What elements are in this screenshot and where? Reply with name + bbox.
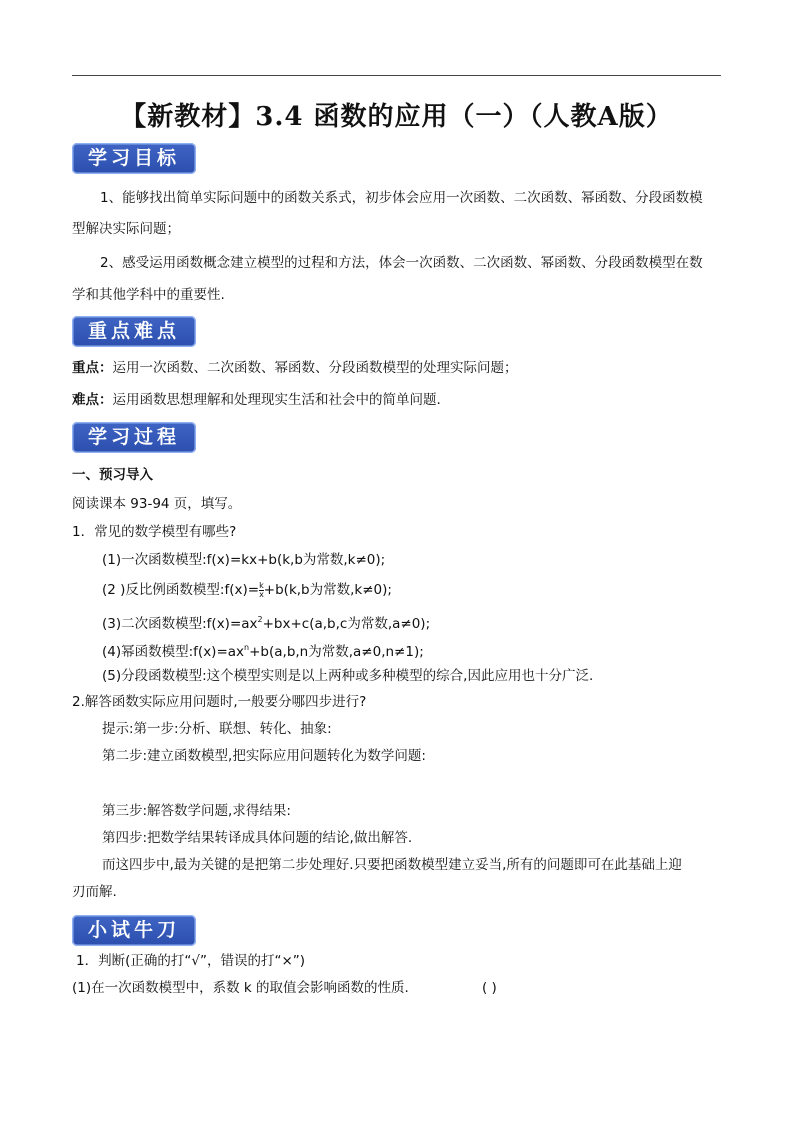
question-1: 1．常见的数学模型有哪些?	[72, 524, 237, 540]
goal-line: 1、能够找出简单实际问题中的函数关系式，初步体会应用一次函数、二次函数、幂函数、分段函数模	[100, 190, 703, 206]
key-label: 重点：	[72, 360, 113, 376]
step-3: 第三步:解答数学问题,求得结果:	[102, 803, 291, 819]
model-5: (5)分段函数模型:这个模型实则是以上两种或多种模型的综合,因此应用也十分广泛.	[102, 668, 594, 684]
practice-question: 1．判断(正确的打“√”，错误的打“×”)	[76, 953, 306, 969]
model-4	[102, 638, 424, 662]
key-point	[72, 358, 518, 378]
section-banner-goals: 学习目标	[72, 143, 196, 174]
subheading-preview: 一、预习导入	[72, 467, 153, 483]
goal-line: 2、感受运用函数概念建立模型的过程和方法，体会一次函数、二次函数、幂函数、分段函数模型在数	[100, 255, 703, 271]
model-1: (1)一次函数模型:f(x)=kx+b(k,b为常数,k≠0);	[102, 552, 386, 568]
answer-blank[interactable]: ( )	[482, 980, 497, 996]
section-banner-process: 学习过程	[72, 422, 196, 453]
header-rule	[72, 75, 721, 76]
summary-line: 刃而解.	[72, 884, 117, 900]
model-2-text: (2 )反比例函数模型:f(x)=	[102, 582, 260, 598]
summary-line: 而这四步中,最为关键的是把第二步处理好.只要把函数模型建立妥当,所有的问题即可在此基础上迎	[102, 857, 682, 873]
exponent: n	[244, 643, 250, 652]
fraction-denominator: x	[259, 589, 264, 599]
model-3	[102, 610, 430, 634]
model-3-text-tail: +bx+c(a,b,c为常数,a≠0);	[262, 616, 431, 632]
question-2: 2.解答函数实际应用问题时,一般要分哪四步进行?	[72, 694, 367, 710]
goal-line: 学和其他学科中的重要性.	[72, 287, 225, 303]
fraction-numerator: k	[259, 580, 264, 590]
step-2: 第二步:建立函数模型,把实际应用问题转化为数学问题:	[102, 748, 426, 764]
step-4: 第四步:把数学结果转译成具体问题的结论,做出解答.	[102, 830, 413, 846]
model-2-text-tail: +b(k,b为常数,k≠0);	[263, 582, 392, 598]
hard-point	[72, 390, 441, 410]
model-4-text-tail: +b(a,b,n为常数,a≠0,n≠1);	[249, 644, 424, 660]
step-1: 提示:第一步:分析、联想、转化、抽象:	[102, 721, 332, 737]
section-banner-practice: 小试牛刀	[72, 915, 196, 946]
model-4-text: (4)幂函数模型:f(x)=ax	[102, 644, 245, 660]
goal-line: 型解决实际问题；	[72, 221, 180, 237]
hard-text: 运用函数思想理解和处理现实生活和社会中的简单问题.	[112, 392, 441, 408]
reading-instruction: 阅读课本 93-94 页，填写。	[72, 496, 242, 512]
model-3-text: (3)二次函数模型:f(x)=ax	[102, 616, 258, 632]
exponent: 2	[257, 615, 263, 624]
practice-item-1: (1)在一次函数模型中，系数 k 的取值会影响函数的性质.	[72, 980, 409, 996]
model-2	[102, 580, 392, 600]
hard-label: 难点：	[72, 392, 113, 408]
page-title: 【新教材】3.4 函数的应用（一）（人教A版）	[120, 102, 673, 132]
key-text: 运用一次函数、二次函数、幂函数、分段函数模型的处理实际问题；	[112, 360, 518, 376]
section-banner-key: 重点难点	[72, 316, 196, 347]
